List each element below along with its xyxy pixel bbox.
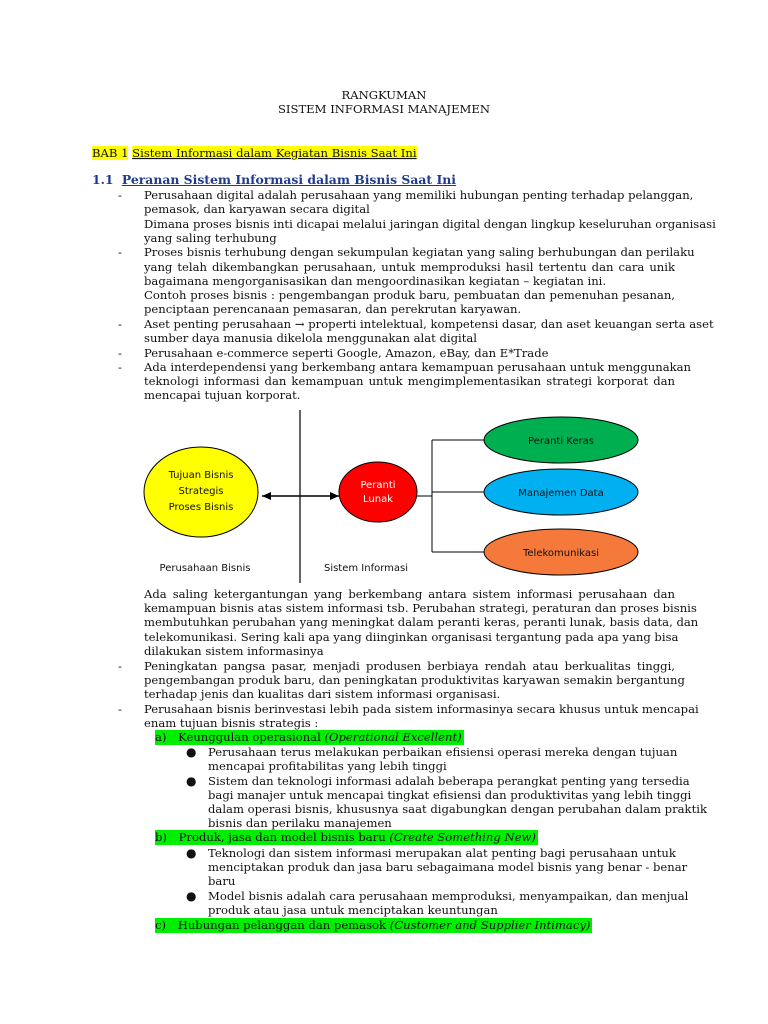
left-circle-line-2: Strategis bbox=[178, 486, 224, 497]
paragraph-line: Dimana proses bisnis inti dicapai melalui jaringan digital dengan lingkup keseluruhan organisasi bbox=[144, 217, 716, 231]
bullet-dot: ● bbox=[186, 889, 197, 903]
paragraph-line: enam tujuan bisnis strategis : bbox=[144, 716, 319, 730]
chapter-title: Sistem Informasi dalam Kegiatan Bisnis Saat Ini bbox=[132, 146, 417, 160]
business-label: Perusahaan Bisnis bbox=[159, 563, 251, 574]
section-heading bbox=[92, 173, 456, 188]
paragraph-line: teknologi informasi dan kemampuan untuk mengimplementasikan strategi korporat dan bbox=[144, 374, 675, 388]
paragraph-line: Contoh proses bisnis : pengembangan produk baru, pembuatan dan pemenuhan pesanan, bbox=[144, 288, 675, 302]
goal-italic: (Create Something New) bbox=[389, 830, 536, 844]
paragraph-line: kemampuan bisnis atas sistem informasi tsb. Perubahan strategi, peraturan dan proses bisnis bbox=[144, 601, 697, 615]
list-dash: - bbox=[118, 317, 122, 331]
goal-text: Hubungan pelanggan dan pemasok bbox=[177, 918, 387, 932]
paragraph-line: telekomunikasi. Sering kali apa yang diinginkan organisasi tergantung pada apa yang bisa bbox=[144, 630, 679, 644]
paragraph-line: bagaimana mengorganisasikan dan mengoordinasikan kegiatan – kegiatan ini. bbox=[144, 274, 607, 288]
is-diagram bbox=[0, 405, 768, 585]
paragraph-line: Peningkatan pangsa pasar, menjadi produsen berbiaya rendah atau berkualitas tinggi, bbox=[144, 659, 675, 673]
bullet-dot: ● bbox=[186, 774, 197, 788]
chapter-number: BAB 1 bbox=[92, 146, 129, 160]
arrow-left-head bbox=[262, 492, 271, 500]
goal-italic: (Operational Excellent) bbox=[324, 730, 462, 744]
goal-b-heading bbox=[155, 830, 538, 845]
goal-italic: (Customer and Supplier Intimacy) bbox=[389, 918, 591, 932]
page-subtitle: SISTEM INFORMASI MANAJEMEN bbox=[277, 102, 491, 116]
paragraph-line: Perusahaan bisnis berinvestasi lebih pada sistem informasinya secara khusus untuk mencapai bbox=[144, 702, 699, 716]
left-circle-line-3: Proses Bisnis bbox=[168, 502, 234, 513]
paragraph-line: Proses bisnis terhubung dengan sekumpulan kegiatan yang saling berhubungan dan perilaku bbox=[144, 245, 695, 259]
paragraph-line: yang telah dikembangkan perusahaan, untuk memproduksi hasil tertentu dan cara unik bbox=[144, 260, 675, 274]
paragraph-line: Ada saling ketergantungan yang berkembang antara sistem informasi perusahaan dan bbox=[144, 587, 675, 601]
goal-label: b) bbox=[155, 830, 167, 844]
paragraph-line: membutuhkan perubahan yang meningkat dalam peranti keras, peranti lunak, basis data, dan bbox=[144, 615, 699, 629]
bullet-line: bisnis dan perilaku manajemen bbox=[208, 816, 392, 830]
paragraph-line: penciptaan perencanaan pemasaran, dan perekrutan karyawan. bbox=[144, 302, 522, 316]
bullet-line: bagi manajer untuk mencapai tingkat efisiensi dan produktivitas yang lebih tinggi bbox=[208, 788, 692, 802]
paragraph-line: terhadap jenis dan kualitas dari sistem informasi organisasi. bbox=[144, 687, 501, 701]
bullet-line: dalam operasi bisnis, khususnya saat digabungkan dengan perubahan dalam praktik bbox=[208, 802, 707, 816]
paragraph-line: mencapai tujuan korporat. bbox=[144, 388, 301, 402]
paragraph-line: pemasok, dan karyawan secara digital bbox=[144, 202, 370, 216]
paragraph-line: Aset penting perusahaan → properti intelektual, kompetensi dasar, dan aset keuangan serta aset bbox=[144, 317, 714, 331]
list-dash: - bbox=[118, 245, 122, 259]
section-title: Peranan Sistem Informasi dalam Bisnis Saat Ini bbox=[121, 172, 456, 187]
paragraph-line: pengembangan produk baru, dan peningkatan produktivitas karyawan semakin bergantung bbox=[144, 673, 685, 687]
center-circle-line-2: Lunak bbox=[363, 494, 393, 505]
chapter-heading bbox=[92, 146, 417, 161]
list-dash: - bbox=[118, 702, 122, 716]
paragraph-line: dilakukan sistem informasinya bbox=[144, 644, 324, 658]
page-title: RANGKUMAN bbox=[341, 88, 427, 102]
section-number: 1.1 bbox=[92, 172, 114, 187]
paragraph-line: Perusahaan digital adalah perusahaan yang memiliki hubungan penting terhadap pelanggan, bbox=[144, 188, 694, 202]
arrow-right-head bbox=[330, 492, 339, 500]
list-dash: - bbox=[118, 360, 122, 374]
list-dash: - bbox=[118, 659, 122, 673]
center-circle-line-1: Peranti bbox=[360, 480, 396, 491]
list-dash: - bbox=[118, 188, 122, 202]
goal-label: c) bbox=[155, 918, 167, 932]
list-dash: - bbox=[118, 346, 122, 360]
goal-text: Keunggulan operasional bbox=[178, 730, 321, 744]
paragraph-line: Perusahaan e-commerce seperti Google, Amazon, eBay, dan E*Trade bbox=[144, 346, 549, 360]
paragraph-line: Ada interdependensi yang berkembang antara kemampuan perusahaan untuk menggunakan bbox=[144, 360, 692, 374]
bullet-line: Perusahaan terus melakukan perbaikan efisiensi operasi mereka dengan tujuan bbox=[208, 745, 678, 759]
bullet-line: Sistem dan teknologi informasi adalah beberapa perangkat penting yang tersedia bbox=[208, 774, 690, 788]
telecom-label: Telekomunikasi bbox=[523, 548, 599, 559]
bullet-dot: ● bbox=[186, 745, 197, 759]
bullet-dot: ● bbox=[186, 846, 197, 860]
information-system-label: Sistem Informasi bbox=[323, 563, 409, 574]
bullet-line: produk atau jasa untuk menciptakan keuntungan bbox=[208, 903, 498, 917]
paragraph-line: yang saling terhubung bbox=[144, 231, 277, 245]
bullet-line: mencapai profitabilitas yang lebih tinggi bbox=[208, 759, 447, 773]
goal-c-heading bbox=[155, 918, 592, 933]
bullet-line: Model bisnis adalah cara perusahaan memproduksi, menyampaikan, dan menjual bbox=[208, 889, 689, 903]
goal-text: Produk, jasa dan model bisnis baru bbox=[178, 830, 386, 844]
hardware-label: Peranti Keras bbox=[528, 436, 594, 447]
paragraph-line: sumber daya manusia dikelola menggunakan alat digital bbox=[144, 331, 478, 345]
bullet-line: menciptakan produk dan jasa baru sebagaimana model bisnis yang benar - benar bbox=[208, 860, 688, 874]
goal-label: a) bbox=[155, 730, 167, 744]
goal-a-heading bbox=[155, 730, 464, 745]
bullet-line: baru bbox=[208, 874, 236, 888]
software-circle bbox=[339, 462, 417, 522]
data-management-label: Manajemen Data bbox=[518, 488, 604, 499]
bullet-line: Teknologi dan sistem informasi merupakan alat penting bagi perusahaan untuk bbox=[208, 846, 676, 860]
left-circle-line-1: Tujuan Bisnis bbox=[168, 470, 234, 481]
